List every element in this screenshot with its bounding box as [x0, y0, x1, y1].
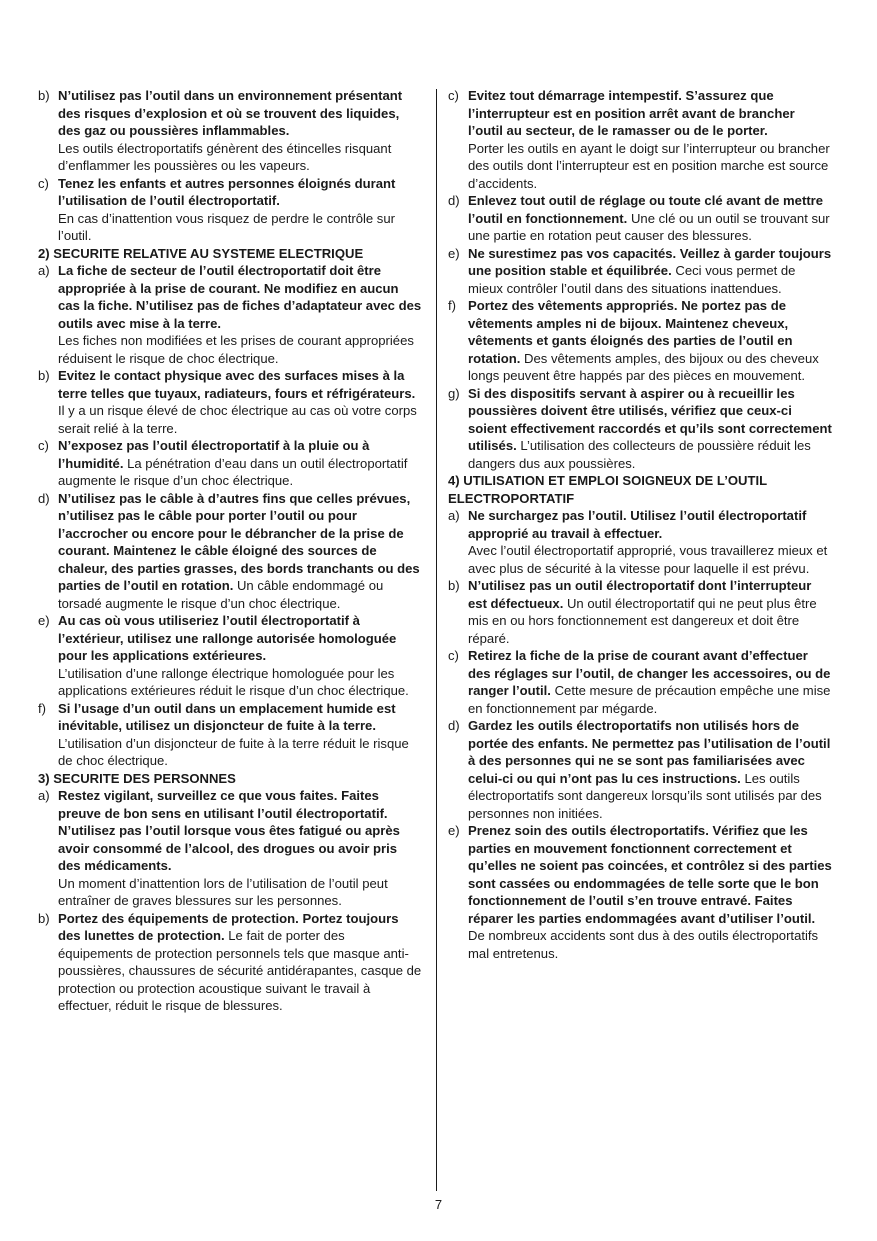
- item-normal-text: De nombreux accidents sont dus à des outils électroportatifs mal entretenus.: [468, 928, 819, 961]
- item-letter: a): [448, 508, 460, 523]
- item-normal-text: Ceci vous permet de mieux contrôler l’outil dans des situations inattendues.: [468, 263, 796, 296]
- item-bold-text: Evitez le contact physique avec des surfaces mises à la terre telles que tuyaux, radiateurs, fours et réfrigérateurs.: [58, 368, 416, 401]
- item-bold-text: Evitez tout démarrage intempestif. S’assurez que l’interrupteur est en position arrêt avant de brancher l’outil au secteur, de le ramasser ou de le porter.: [468, 88, 795, 138]
- item-bold-text: Portez des équipements de protection. Portez toujours des lunettes de protection.: [58, 910, 399, 943]
- list-item: [38, 367, 422, 437]
- list-item: [38, 490, 422, 613]
- item-normal-text: Un outil électroportatif qui ne peut plus être mis en ou hors fonctionnement est dangereux et doit être réparé.: [468, 595, 817, 646]
- item-bold-text: Enlevez tout outil de réglage ou toute clé avant de mettre l’outil en fonctionnement.: [468, 193, 824, 226]
- section-heading: 2) SECURITE RELATIVE AU SYSTEME ELECTRIQUE: [38, 245, 364, 261]
- item-normal-text: Les outils électroportatifs sont dangereux lorsqu’ils sont utilisés par des personnes non initiées.: [468, 770, 822, 821]
- item-letter: b): [448, 578, 460, 593]
- item-letter: c): [38, 175, 49, 191]
- list-item: [448, 507, 832, 577]
- section-heading: 4) UTILISATION ET EMPLOI SOIGNEUX DE L’OUTIL ELECTROPORTATIF: [448, 473, 767, 506]
- item-normal-text: Le fait de porter des équipements de protection personnels tels que masque anti-poussières, chaussures de sécurité antidérapantes, casque de protection ou protection acoustique suivant le travail à effectuer, réduit le risque de blessures.: [58, 928, 422, 1013]
- item-letter: a): [38, 788, 50, 803]
- page-number: 7: [434, 1197, 443, 1212]
- item-bold-text: Au cas où vous utiliseriez l’outil électroportatif à l’extérieur, utilisez une rallonge autorisée homologuée pour les applications extérieures.: [58, 613, 397, 663]
- list-item: [38, 175, 422, 245]
- list-item: [38, 437, 422, 490]
- list-item: [38, 910, 422, 1015]
- item-letter: f): [38, 700, 46, 716]
- list-item: [38, 262, 422, 367]
- item-bold-text: Si l’usage d’un outil dans un emplacement humide est inévitable, utilisez un disjoncteur de fuite à la terre.: [58, 700, 396, 733]
- item-bold-text: Ne surchargez pas l’outil. Utilisez l’outil électroportatif approprié au travail à effectuer.: [468, 508, 807, 541]
- item-bold-text: Retirez la fiche de la prise de courant avant d’effectuer des réglages sur l’outil, de changer les accessoires, ou de ranger l’outil.: [468, 648, 831, 698]
- item-letter: a): [38, 263, 50, 278]
- item-letter: d): [448, 718, 460, 733]
- item-normal-text: Porter les outils en ayant le doigt sur l’interrupteur ou brancher des outils dont l’interrupteur est en position marche est source d’accidents.: [468, 140, 830, 191]
- item-normal-text: Les fiches non modifiées et les prises de courant appropriées réduisent le risque de choc électrique.: [58, 333, 414, 366]
- item-normal-text: Des vêtements amples, des bijoux ou des cheveux longs peuvent être happés par des pièces en mouvement.: [468, 350, 819, 383]
- item-letter: g): [448, 385, 460, 401]
- item-letter: d): [448, 193, 460, 208]
- item-letter: c): [448, 88, 459, 103]
- item-bold-text: N’utilisez pas un outil électroportatif dont l’interrupteur est défectueux.: [468, 578, 812, 611]
- list-item: [38, 700, 422, 770]
- item-letter: d): [38, 490, 50, 506]
- item-letter: e): [448, 245, 460, 261]
- item-letter: b): [38, 910, 50, 926]
- item-letter: b): [38, 88, 50, 103]
- list-item: [448, 577, 832, 647]
- list-item: [448, 385, 832, 473]
- item-normal-text: L’utilisation d’une rallonge électrique homologuée pour les applications extérieures réduit le risque d’un choc électrique.: [58, 665, 409, 698]
- list-item: [38, 787, 422, 910]
- column-divider: [436, 89, 437, 1191]
- item-letter: f): [448, 298, 456, 313]
- item-normal-text: En cas d’inattention vous risquez de perdre le contrôle sur l’outil.: [58, 210, 395, 243]
- list-item: [38, 87, 422, 175]
- item-letter: c): [38, 438, 49, 453]
- item-normal-text: L’utilisation des collecteurs de poussière réduit les dangers dus aux poussières.: [468, 438, 811, 471]
- item-letter: e): [38, 613, 50, 628]
- item-normal-text: Un câble endommagé ou torsadé augmente le risque d’un choc électrique.: [58, 578, 384, 611]
- list-item: [448, 647, 832, 717]
- item-bold-text: N’exposez pas l’outil électroportatif à la pluie ou à l’humidité.: [58, 438, 370, 471]
- item-bold-text: Portez des vêtements appropriés. Ne portez pas de vêtements amples ni de bijoux. Maintenez cheveux, vêtements et gants éloignés des parties de l’outil en rotation.: [468, 298, 793, 366]
- list-item: [448, 87, 832, 192]
- list-item: [448, 297, 832, 385]
- list-item: [38, 612, 422, 700]
- item-letter: b): [38, 368, 50, 383]
- item-bold-text: La fiche de secteur de l’outil électroportatif doit être appropriée à la prise de courant. Ne modifiez en aucun cas la fiche. N’utilisez pas de fiches d’adaptateur avec des outils avec mise à la terre.: [58, 263, 422, 331]
- list-item: [448, 717, 832, 822]
- section-heading: 3) SECURITE DES PERSONNES: [38, 770, 236, 786]
- item-bold-text: Si des dispositifs servant à aspirer ou à recueillir les poussières doivent être utilisés, vérifiez que ceux-ci soient effectivement raccordés et qu’ils sont correctement utilisés.: [468, 385, 832, 453]
- item-normal-text: La pénétration d’eau dans un outil électroportatif augmente le risque d’un choc électrique.: [58, 455, 408, 488]
- item-normal-text: Avec l’outil électroportatif approprié, vous travaillerez mieux et avec plus de sécurité à la vitesse pour laquelle il est prévu.: [468, 543, 828, 576]
- item-normal-text: Il y a un risque élevé de choc électrique au cas où votre corps serait relié à la terre.: [58, 403, 417, 436]
- item-letter: e): [448, 823, 460, 838]
- list-item: [448, 192, 832, 245]
- item-normal-text: L’utilisation d’un disjoncteur de fuite à la terre réduit le risque de choc électrique.: [58, 735, 409, 768]
- list-item: [448, 822, 832, 962]
- item-letter: c): [448, 648, 459, 663]
- item-bold-text: Prenez soin des outils électroportatifs. Vérifiez que les parties en mouvement fonctionnent correctement et qu’elles ne soient pas coincées, et contrôlez si des parties sont cassées ou endommagées de telle sorte que le bon fonctionnement de l’outil s’en trouve entravé. Faites réparer les parties endommagées avant d’utiliser l’outil.: [468, 823, 832, 926]
- item-bold-text: N’utilisez pas l’outil dans un environnement présentant des risques d’explosion et où se trouvent des liquides, des gaz ou poussières inflammables.: [58, 88, 403, 138]
- left-column: [38, 87, 422, 1015]
- item-normal-text: Une clé ou un outil se trouvant sur une partie en rotation peut causer des blessures.: [468, 210, 830, 243]
- list-item: [448, 245, 832, 298]
- item-bold-text: Gardez les outils électroportatifs non utilisés hors de portée des enfants. Ne permettez pas l’utilisation de l’outil à des personnes qui ne se sont pas familiarisées avec celui-ci ou qui n’ont pas lu ces instructions.: [468, 718, 831, 786]
- item-normal-text: Cette mesure de précaution empêche une mise en fonctionnement par mégarde.: [468, 683, 831, 716]
- item-bold-text: Ne surestimez pas vos capacités. Veillez à garder toujours une position stable et équilibrée.: [468, 245, 832, 278]
- right-column: [448, 87, 832, 962]
- item-bold-text: Tenez les enfants et autres personnes éloignés durant l’utilisation de l’outil électroportatif.: [58, 175, 396, 208]
- item-bold-text: Restez vigilant, surveillez ce que vous faites. Faites preuve de bon sens en utilisant l’outil électroportatif. N’utilisez pas l’outil lorsque vous êtes fatigué ou après avoir consommé de l’alcool, des drogues ou avoir pris des médicaments.: [58, 788, 400, 873]
- item-bold-text: N’utilisez pas le câble à d’autres fins que celles prévues, n’utilisez pas le câble pour porter l’outil ou pour l’accrocher ou encore pour le débrancher de la prise de courant. Maintenez le câble éloigné des sources de chaleur, des parties grasses, des bords tranchants ou des parties de l’outil en rotation.: [58, 490, 420, 593]
- item-normal-text: Les outils électroportatifs génèrent des étincelles risquant d’enflammer les poussières ou les vapeurs.: [58, 140, 392, 173]
- item-normal-text: Un moment d’inattention lors de l’utilisation de l’outil peut entraîner de graves blessures sur les personnes.: [58, 875, 388, 908]
